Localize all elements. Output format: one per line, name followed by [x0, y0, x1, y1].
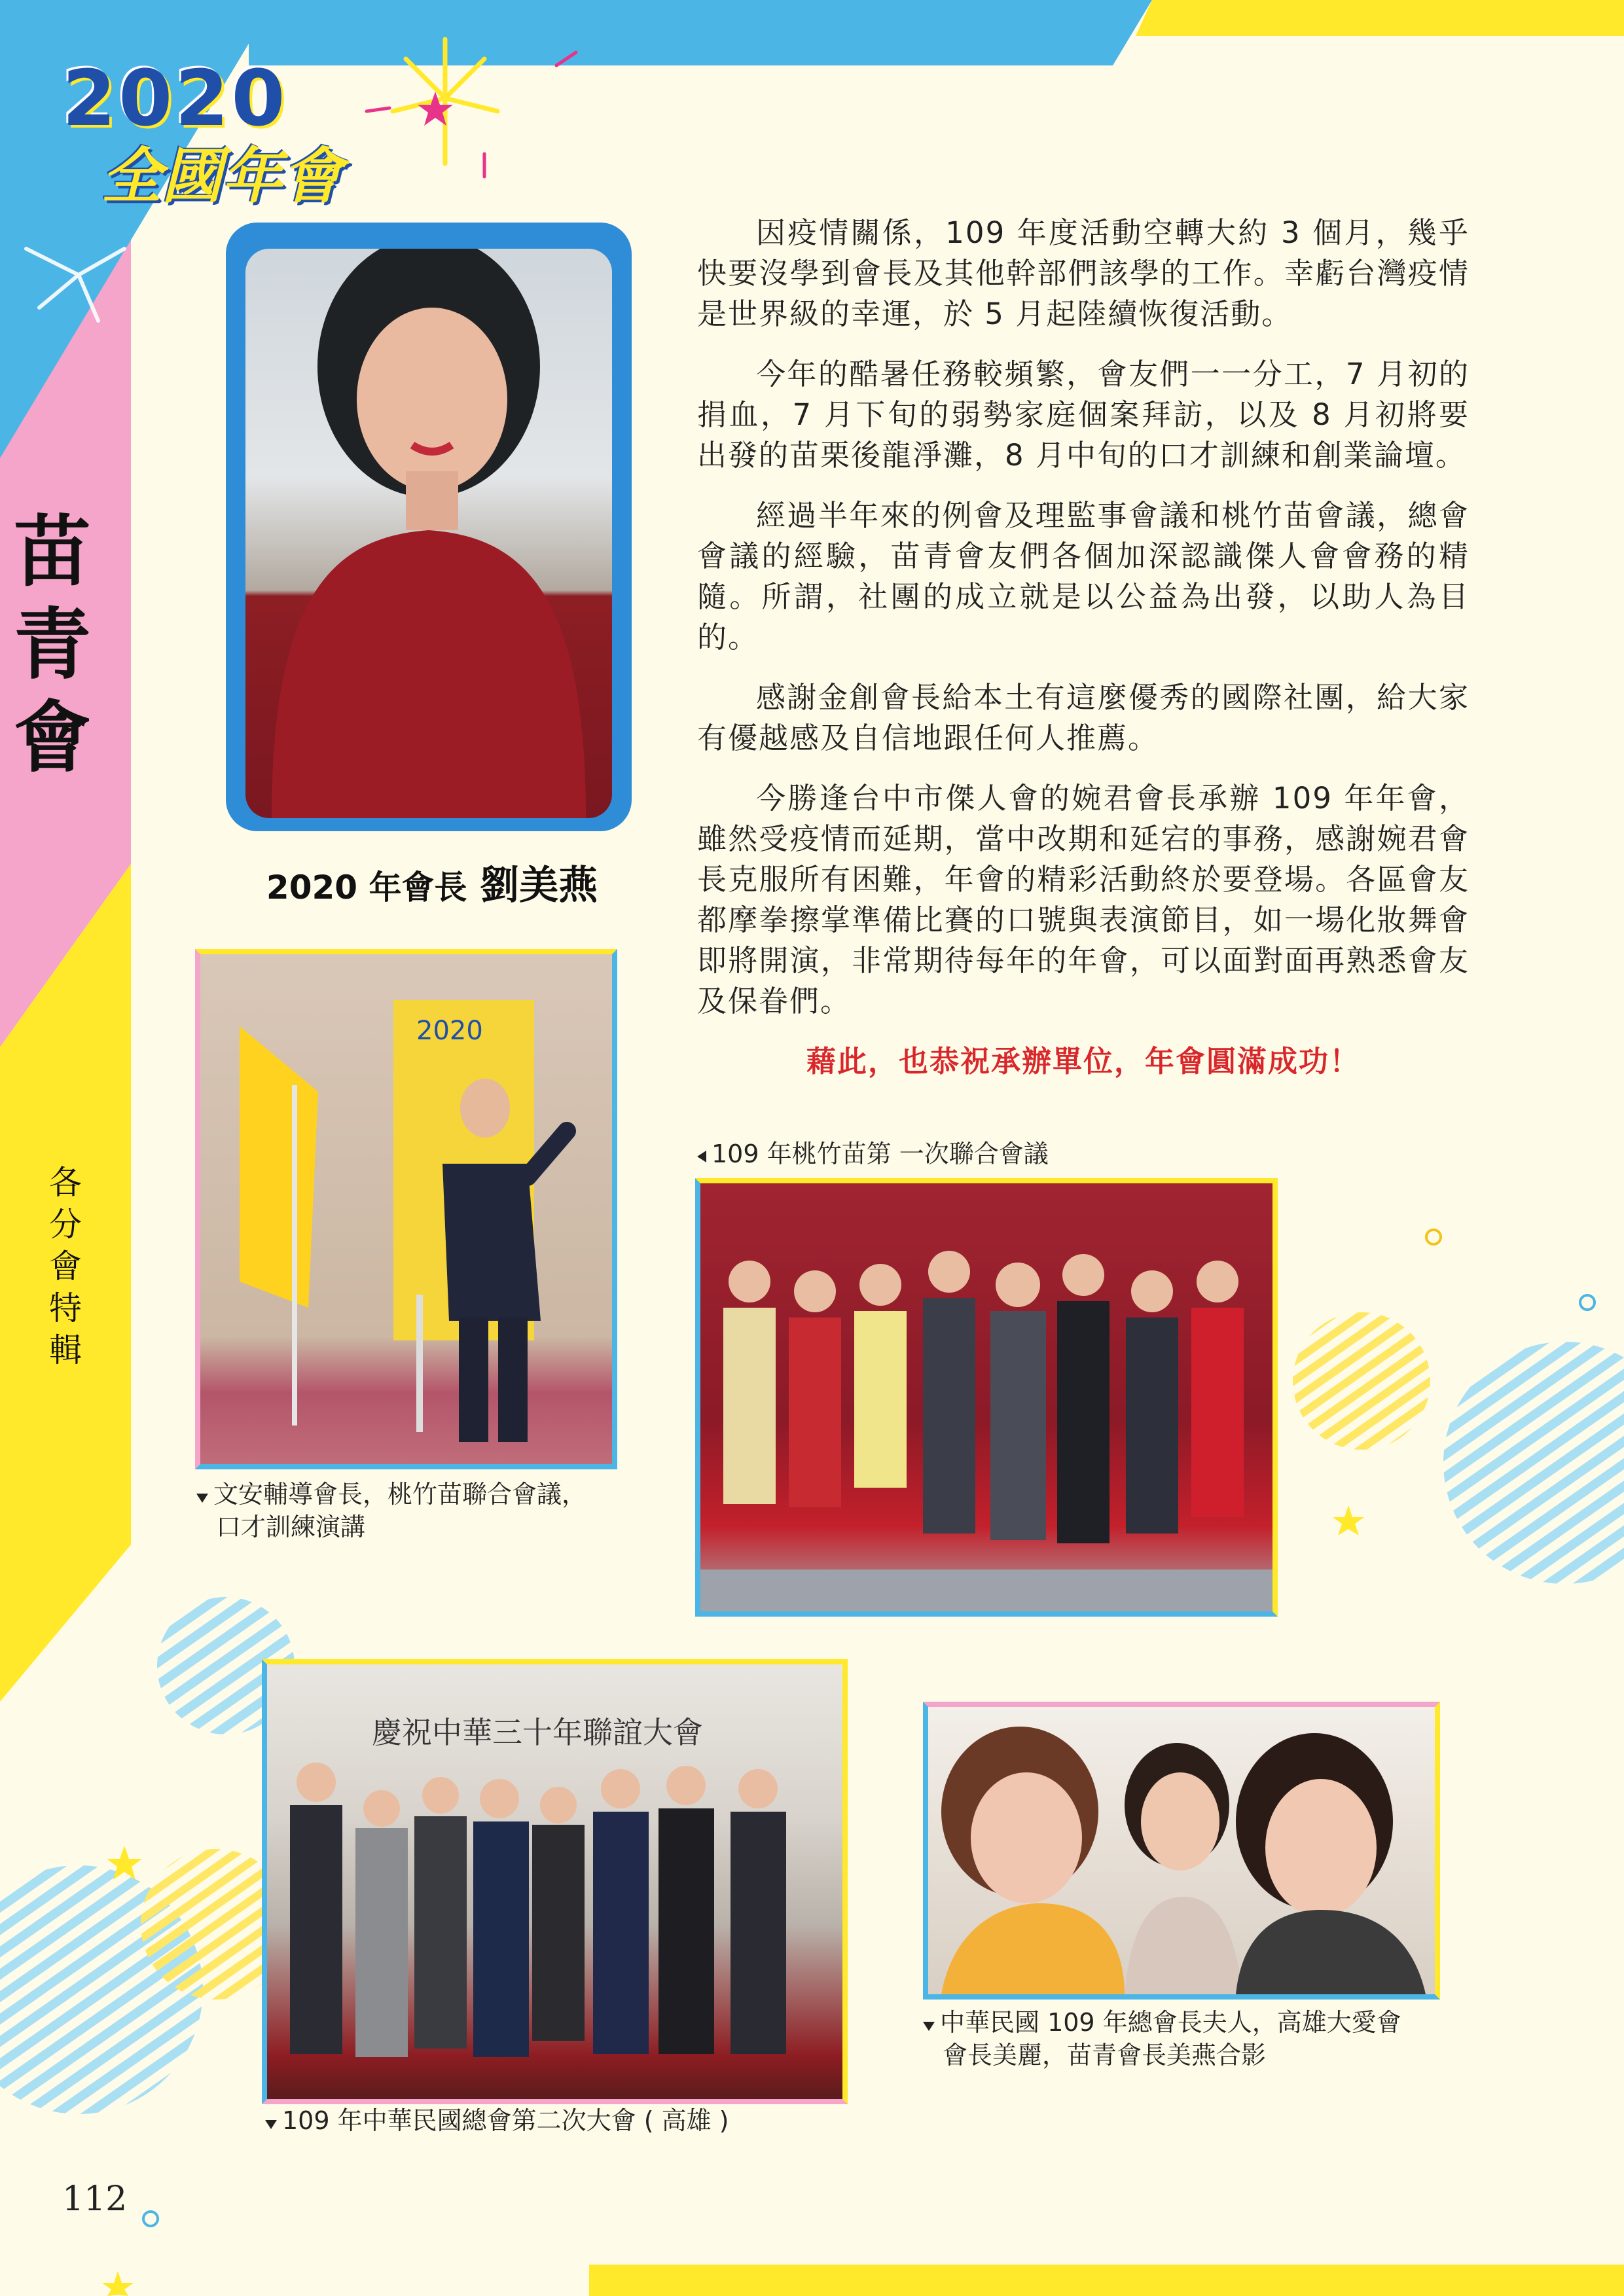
page-number: 112 — [62, 2179, 128, 2219]
president-caption — [236, 854, 628, 910]
assembly-caption — [265, 2104, 854, 2137]
assembly-caption-text: 109 年中華民國總會第二次大會 ( 高雄 ) — [282, 2106, 729, 2135]
event-logo — [62, 53, 344, 226]
assembly-photo — [267, 1664, 842, 2099]
caption-marker-icon — [196, 1494, 208, 1503]
article-paragraph: 今勝逢台中市傑人會的婉君會長承辦 109 年年會，雖然受疫情而延期，當中改期和延宕的事務，感謝婉君會長克服所有困難，年會的精彩活動終於要登場。各區會友都摩拳擦掌準備比賽的口號與表演節目，如一場化妝舞會即將開演，非常期待每年的年會，可以面對面再熟悉會友及保眷們。 — [697, 781, 1470, 1018]
caption-marker-icon — [923, 2022, 935, 2031]
article-paragraph: 因疫情關係，109 年度活動空轉大約 3 個月，幾乎快要沒學到會長及其他幹部們該學的工作。幸虧台灣疫情是世界級的幸運，於 5 月起陸續恢復活動。 — [697, 215, 1470, 331]
selfie-photo — [928, 1707, 1435, 1994]
assembly-group-figures — [267, 1664, 842, 2099]
president-caption-name: 劉美燕 — [480, 863, 598, 908]
speaker-scene — [200, 954, 612, 1464]
speaker-caption-line2: 口才訓練演講 — [216, 1513, 366, 1541]
speaker-banner-year: 2020 — [416, 1016, 483, 1046]
logo-title: 全國年會 — [101, 141, 343, 211]
article-body — [697, 213, 1470, 1102]
article-paragraph: 今年的酷暑任務較頻繁，會友們一一分工，7 月初的捐血，7 月下旬的弱勢家庭個案拜訪，以及 8 月初將要出發的苗栗後龍淨灘，8 月中旬的口才訓練和創業論壇。 — [697, 357, 1470, 473]
speaker-caption — [196, 1478, 655, 1543]
assembly-banner: 慶祝中華三十年聯誼大會 — [372, 1715, 703, 1750]
selfie-caption-line1: 中華民國 109 年總會長夫人，高雄大愛會 — [940, 2008, 1401, 2037]
president-portrait-figure — [245, 249, 612, 818]
selfie-caption-line2: 會長美麗，苗青會長美燕合影 — [943, 2041, 1267, 2070]
speaker-caption-line1: 文安輔導會長，桃竹苗聯合會議， — [213, 1480, 587, 1509]
president-caption-prefix: 2020 年會長 — [266, 869, 467, 906]
article-closing: 藉此，也恭祝承辦單位，年會圓滿成功！ — [806, 1044, 1360, 1079]
selfie-figures — [928, 1707, 1435, 1994]
meeting-group-figures — [700, 1183, 1272, 1611]
club-name: 苗青會 — [1, 511, 91, 789]
caption-marker-icon — [697, 1151, 706, 1162]
president-photo — [245, 249, 612, 818]
meeting-photo — [700, 1183, 1272, 1611]
meeting-caption — [697, 1138, 1286, 1170]
logo-year: 2020 — [62, 53, 288, 143]
article-paragraph: 經過半年來的例會及理監事會議和桃竹苗會議，總會會議的經驗，苗青會友們各個加深認識傑人會會務的精隨。所謂，社團的成立就是以公益為出發，以助人為目的。 — [697, 498, 1470, 655]
selfie-caption — [923, 2006, 1512, 2072]
article-paragraph: 感謝金創會長給本土有這麼優秀的國際社團，給大家有優越感及自信地跟任何人推薦。 — [697, 680, 1470, 755]
speaker-photo — [200, 954, 612, 1464]
meeting-caption-text: 109 年桃竹苗第 一次聯合會議 — [712, 1139, 1049, 1168]
section-label: 各分會特輯 — [44, 1165, 82, 1374]
caption-marker-icon — [265, 2120, 277, 2129]
